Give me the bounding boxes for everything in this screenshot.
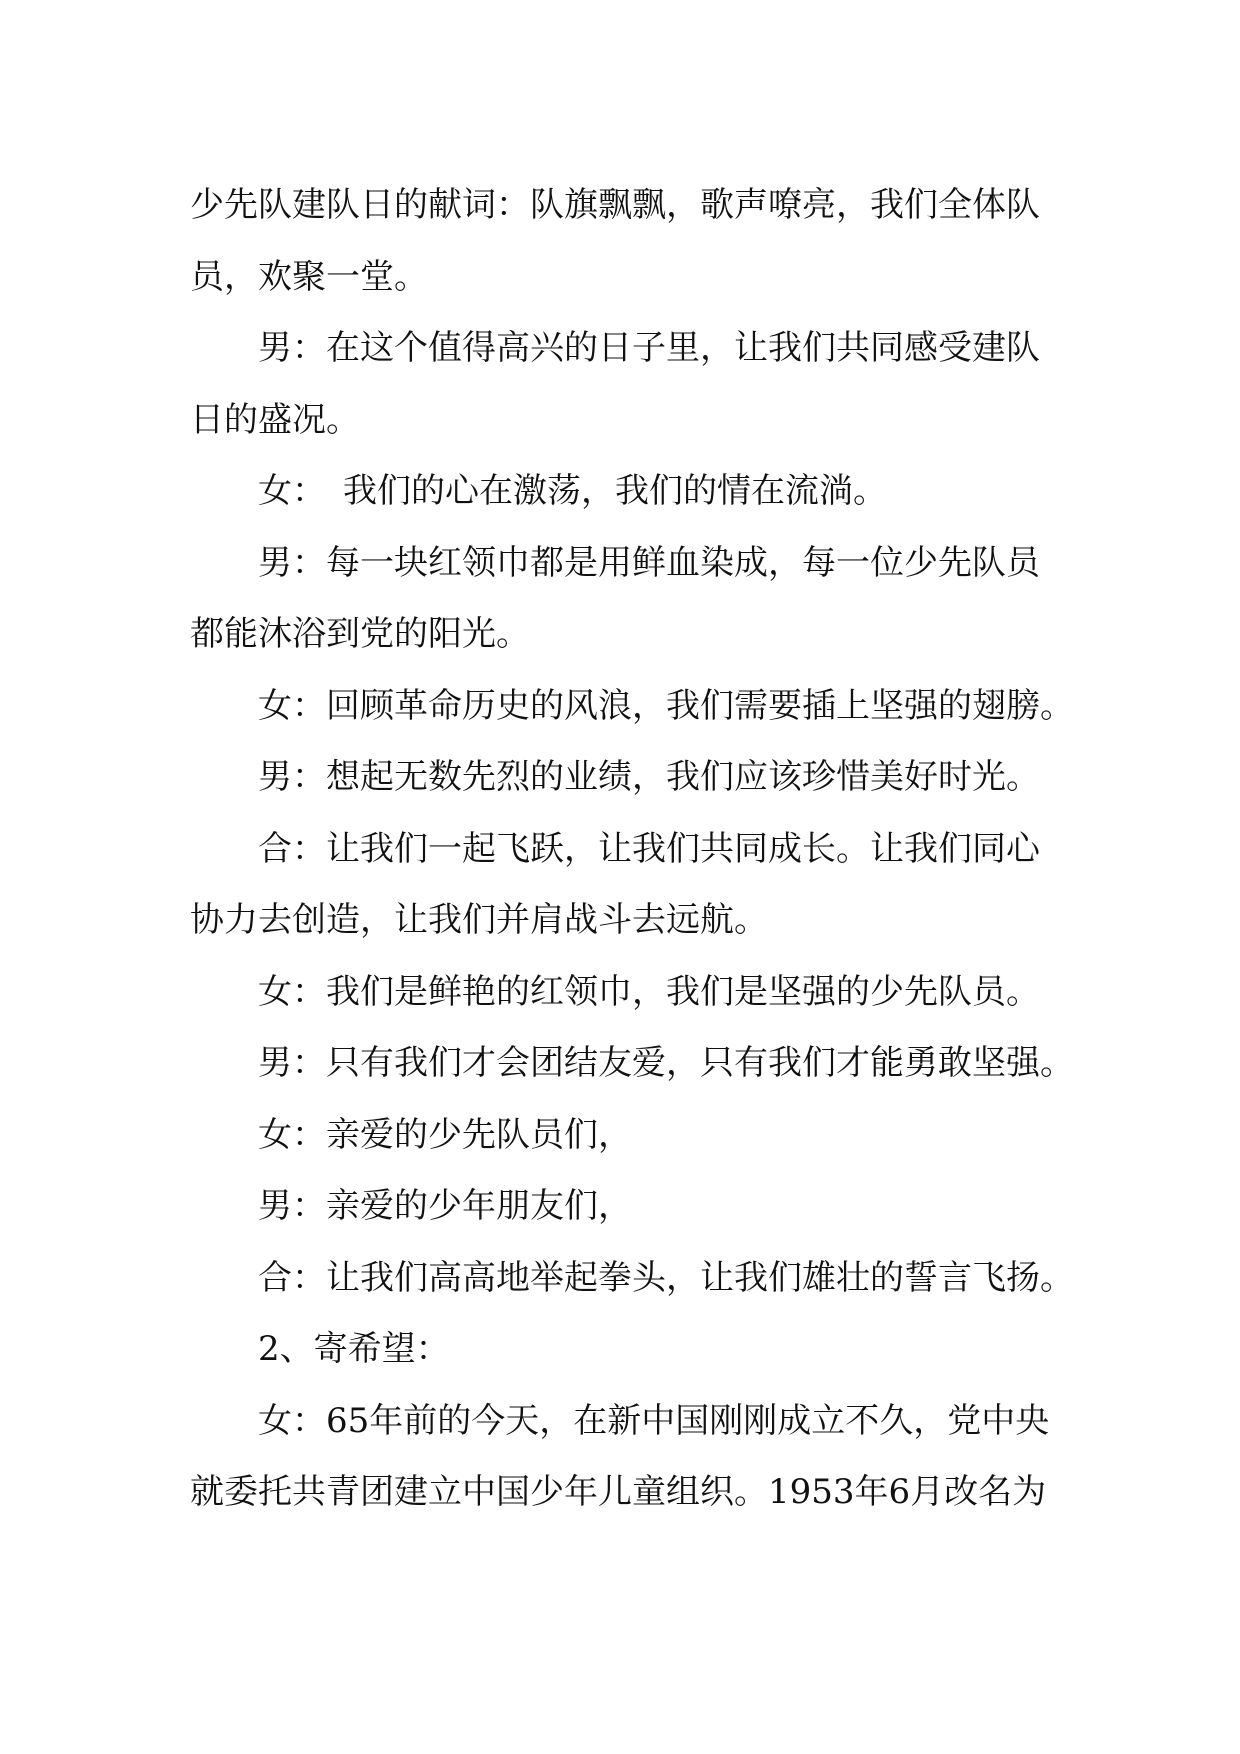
paragraph-1 <box>190 170 1060 313</box>
paragraph-10 <box>190 1100 1060 1172</box>
paragraph-line: 男：亲爱的少年朋友们， <box>258 1186 632 1226</box>
paragraph-9 <box>190 1028 1074 1100</box>
paragraph-2 <box>190 313 1060 456</box>
paragraph-line: 女：回顾革命历史的风浪，我们需要插上坚强的翅膀。 <box>258 685 1074 726</box>
paragraph-line: 合：让我们一起飞跃，让我们共同成长。让我们同心 <box>258 828 1040 869</box>
paragraph-line: 男：只有我们才会团结友爱，只有我们才能勇敢坚强。 <box>258 1043 1074 1083</box>
paragraph-line: 2、寄希望： <box>258 1329 450 1369</box>
paragraph-12 <box>190 1243 1074 1315</box>
paragraph-line: 少先队建队日的献词：队旗飘飘，歌声嘹亮，我们全体队 <box>190 185 1040 225</box>
paragraph-line: 男：每一块红领巾都是用鲜血染成，每一位少先队员 <box>258 542 1040 583</box>
paragraph-7 <box>190 814 1060 957</box>
paragraph-line: 都能沐浴到党的阳光。 <box>190 614 530 654</box>
paragraph-line: 日的盛况。 <box>190 399 360 440</box>
paragraph-line: 协力去创造，让我们并肩战斗去远航。 <box>190 900 768 940</box>
paragraph-line: 女： 我们的心在激荡，我们的情在流淌。 <box>258 471 887 511</box>
paragraph-13 <box>190 1314 1060 1386</box>
paragraph-line: 女：65年前的今天，在新中国刚刚成立不久，党中央 <box>258 1400 1050 1441</box>
paragraph-5 <box>190 671 1074 743</box>
paragraph-6 <box>190 742 1060 814</box>
paragraph-line: 女：我们是鲜艳的红领巾，我们是坚强的少先队员。 <box>258 971 1040 1012</box>
paragraph-line: 女：亲爱的少先队员们， <box>258 1114 632 1155</box>
document-body <box>190 170 1074 1529</box>
paragraph-14 <box>190 1386 1060 1529</box>
paragraph-8 <box>190 957 1060 1029</box>
paragraph-3 <box>190 456 1060 528</box>
paragraph-line: 合：让我们高高地举起拳头，让我们雄壮的誓言飞扬。 <box>258 1257 1074 1298</box>
paragraph-line: 员，欢聚一堂。 <box>190 256 428 297</box>
paragraph-line: 男：想起无数先烈的业绩，我们应该珍惜美好时光。 <box>258 757 1040 797</box>
paragraph-line: 就委托共青团建立中国少年儿童组织。1953年6月改名为 <box>190 1472 1047 1512</box>
paragraph-line: 男：在这个值得高兴的日子里，让我们共同感受建队 <box>258 328 1040 368</box>
paragraph-4 <box>190 528 1060 671</box>
paragraph-11 <box>190 1171 1060 1243</box>
